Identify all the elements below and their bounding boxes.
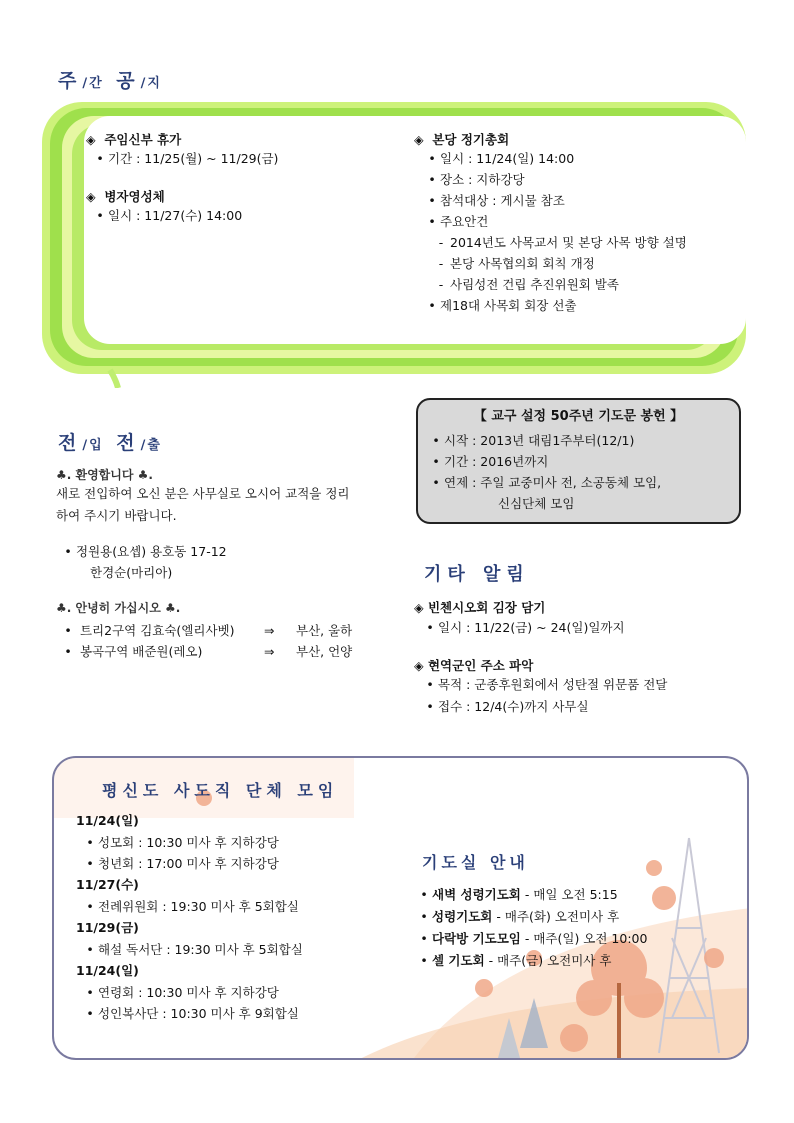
groups-box xyxy=(52,756,749,1060)
group-date: 11/27(수) xyxy=(76,877,139,892)
prayer-room-item xyxy=(416,928,647,950)
notice-content xyxy=(84,116,746,344)
farewell-heading: ♣. 안녕히 가십시오 ♣. xyxy=(56,601,181,615)
group-item: • 전례위원회 : 19:30 미사 후 5회합실 xyxy=(82,896,303,917)
other-item: • 일시 : 11/22(금) ~ 24(일)일까지 xyxy=(422,616,754,640)
prayer-room-title: 기도실 안내 xyxy=(422,853,529,872)
group-item: • 성모회 : 10:30 미사 후 지하강당 xyxy=(82,832,303,853)
notice-right xyxy=(414,130,687,316)
title-char: 지 xyxy=(147,76,162,91)
heading-text: 현역군인 주소 파악 xyxy=(427,658,534,673)
farewell-name: 봉곡구역 배준원(레오) xyxy=(79,644,203,659)
title-char: 공 xyxy=(116,70,141,92)
prayer-room-item xyxy=(416,906,647,928)
other-title: 기타 알림 xyxy=(424,564,530,585)
groups-title: 평신도 사도직 단체 모임 xyxy=(102,781,339,800)
heading-text: 주임신부 휴가 xyxy=(104,132,182,147)
notice-item: • 주요안건 xyxy=(424,211,687,232)
prayer-room-item xyxy=(416,950,647,972)
diamond-icon: ◈ xyxy=(86,132,96,147)
farewell-dest: 부산, 언양 xyxy=(296,644,353,659)
welcome-text: 하여 주시기 바랍니다. xyxy=(56,508,177,523)
arrow-icon: ⇒ xyxy=(264,644,275,659)
other-heading xyxy=(414,656,754,674)
other-item: • 목적 : 군종후원회에서 성탄절 위문품 전달 xyxy=(422,674,754,696)
prayer-room-detail: - 매일 오전 5:15 xyxy=(520,887,618,902)
notice-heading xyxy=(414,130,687,148)
group-item: • 연령회 : 10:30 미사 후 지하강당 xyxy=(82,982,303,1003)
other-section xyxy=(414,598,754,718)
welcome-text: 새로 전입하여 오신 분은 사무실로 오시어 교적을 정리 xyxy=(56,486,350,501)
transfer-title: 전/입 전/출 xyxy=(58,432,162,454)
diamond-icon: ◈ xyxy=(414,658,424,673)
heading-text: 빈첸시오회 김장 담기 xyxy=(427,600,546,615)
title-char: 전 xyxy=(58,432,83,454)
other-heading xyxy=(414,598,754,616)
heading-text: 병자영성체 xyxy=(104,189,165,204)
prayer-item: • 기간 : 2016년까지 xyxy=(428,451,739,472)
group-date: 11/24(일) xyxy=(76,813,139,828)
notice-item: • 기간 : 11/25(월) ~ 11/29(금) xyxy=(92,148,278,169)
notice-left xyxy=(86,130,278,226)
diamond-icon: ◈ xyxy=(86,189,96,204)
title-char: 출 xyxy=(147,438,162,453)
group-item: • 청년회 : 17:00 미사 후 지하강당 xyxy=(82,853,303,874)
notice-item: • 일시 : 11/27(수) 14:00 xyxy=(92,205,278,226)
prayer-room-name: 셀 기도회 xyxy=(432,953,485,968)
diamond-icon: ◈ xyxy=(414,600,424,615)
prayer-item: • 연제 : 주일 교중미사 전, 소공동체 모임, xyxy=(428,472,739,493)
group-date: 11/24(일) xyxy=(76,963,139,978)
prayer-room-name: 새벽 성령기도회 xyxy=(432,887,521,902)
notice-subitem: - 사림성전 건립 추진위원회 발족 xyxy=(432,274,687,295)
prayer-item-cont: 신심단체 모임 xyxy=(498,496,575,511)
title-char: 주 xyxy=(58,70,83,92)
prayer-room-name: 성령기도회 xyxy=(432,909,493,924)
arrow-icon: ⇒ xyxy=(264,623,275,638)
notice-subitem: - 2014년도 사목교서 및 본당 사목 방향 설명 xyxy=(432,232,687,253)
other-item: • 접수 : 12/4(수)까지 사무실 xyxy=(422,696,754,718)
notice-item: • 장소 : 지하강당 xyxy=(424,169,687,190)
diamond-icon: ◈ xyxy=(414,132,424,147)
heading-text: 본당 정기총회 xyxy=(432,132,510,147)
newcomer: • 정원용(요셉) 용호동 17-12 xyxy=(60,541,396,562)
title-char: 간 xyxy=(89,76,104,91)
group-date: 11/29(금) xyxy=(76,920,139,935)
prayer-room-list xyxy=(416,884,647,972)
title-char: 입 xyxy=(89,438,104,453)
transfer-section xyxy=(56,466,396,662)
farewell-dest: 부산, 울하 xyxy=(296,623,353,638)
group-item: • 해설 독서단 : 19:30 미사 후 5회합실 xyxy=(82,939,303,960)
notice-item: • 제18대 사목회 회장 선출 xyxy=(424,295,687,316)
notice-item: • 일시 : 11/24(일) 14:00 xyxy=(424,148,687,169)
prayer-room-name: 다락방 기도모임 xyxy=(432,931,521,946)
prayer-item: • 시작 : 2013년 대림1주부터(12/1) xyxy=(428,430,739,451)
prayer-box xyxy=(416,398,741,524)
welcome-heading: ♣. 환영합니다 ♣. xyxy=(56,468,153,482)
notice-title: 주/간 공/지 xyxy=(58,70,162,92)
farewell-row xyxy=(60,641,396,662)
prayer-title: 【 교구 설정 50주년 기도문 봉헌 】 xyxy=(473,409,684,424)
notice-heading xyxy=(86,187,278,205)
title-char: 전 xyxy=(116,432,141,454)
prayer-room-item xyxy=(416,884,647,906)
groups-schedule xyxy=(76,810,303,1024)
prayer-room-detail: - 매주(금) 오전미사 후 xyxy=(484,953,612,968)
group-item: • 성인복사단 : 10:30 미사 후 9회합실 xyxy=(82,1003,303,1024)
farewell-name: 트리2구역 김효숙(엘리사벳) xyxy=(79,623,235,638)
notice-subitem: - 본당 사목협의회 회칙 개정 xyxy=(432,253,687,274)
notice-item: • 참석대상 : 게시물 참조 xyxy=(424,190,687,211)
newcomer: 한경순(마리아) xyxy=(90,565,173,580)
notice-heading xyxy=(86,130,278,148)
prayer-room-detail: - 매주(일) 오전 10:00 xyxy=(520,931,648,946)
farewell-row xyxy=(60,620,396,641)
prayer-room-detail: - 매주(화) 오전미사 후 xyxy=(492,909,620,924)
notice-frame xyxy=(40,98,748,388)
